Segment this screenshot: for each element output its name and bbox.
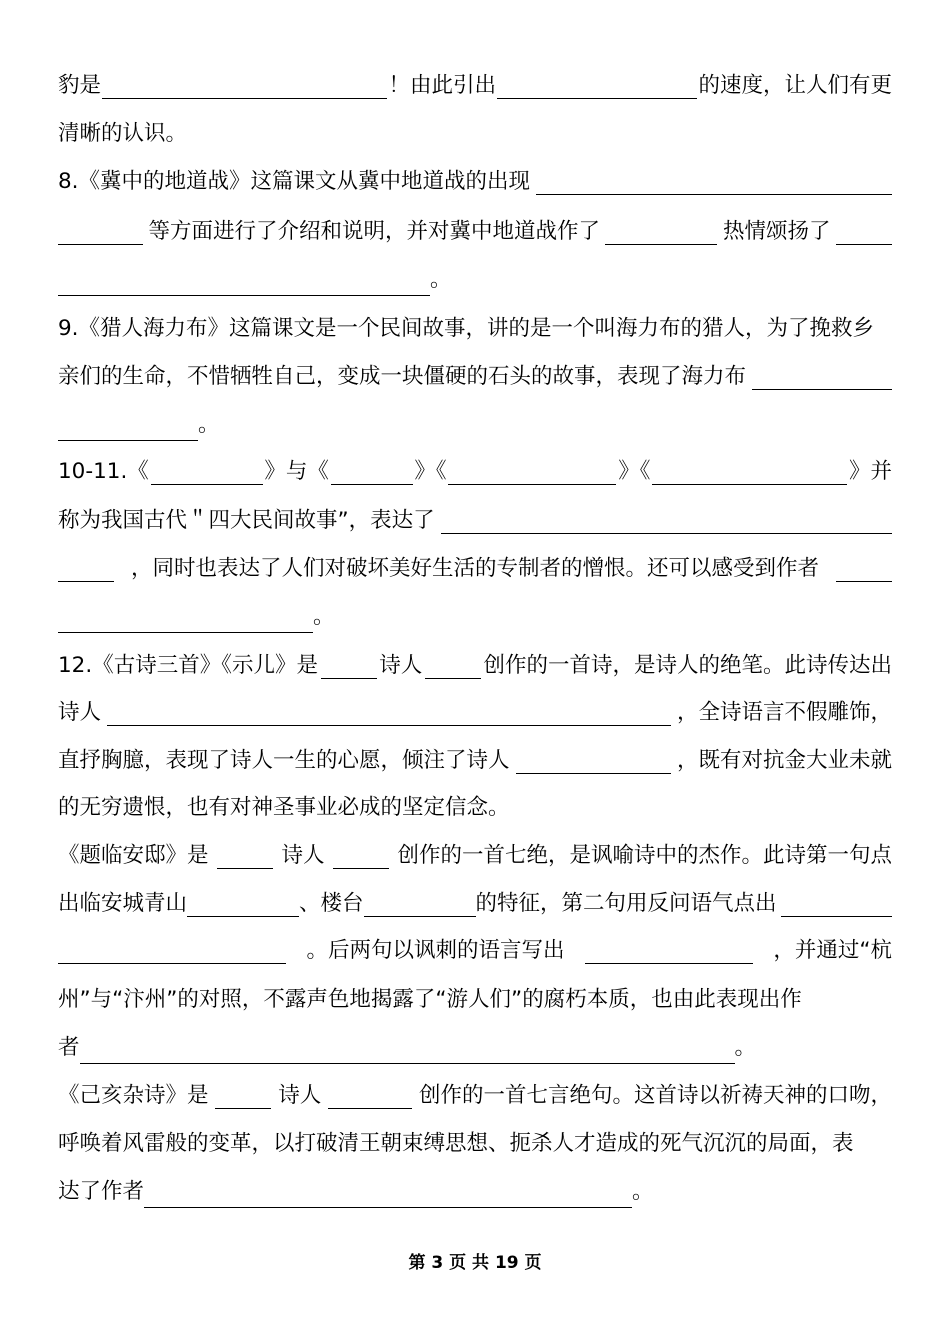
fill-blank[interactable] (752, 361, 892, 390)
fill-blank[interactable] (585, 935, 753, 964)
fill-blank[interactable] (536, 166, 892, 195)
text-segment: 、楼台 (299, 891, 364, 916)
fill-blank[interactable] (516, 745, 671, 774)
q12-line-3 (58, 745, 892, 777)
fill-blank[interactable] (497, 70, 697, 99)
text-segment: 。 (430, 267, 452, 292)
text-segment: ！由此引出 (388, 73, 496, 98)
fill-blank[interactable] (187, 888, 299, 917)
q10-line-2 (58, 505, 892, 537)
text-segment: 》与《 (264, 459, 329, 484)
fill-blank[interactable] (80, 1035, 735, 1064)
q7-line-1 (58, 70, 892, 102)
fill-blank[interactable] (58, 604, 313, 633)
text-segment: 的速度，让人们有更 (698, 73, 892, 98)
q7-line-2 (58, 118, 892, 150)
text-segment: 称为我国古代＂四大民间故事”，表达了 (58, 508, 435, 533)
fill-blank[interactable] (58, 935, 286, 964)
q8-line-3 (58, 264, 892, 296)
question-12-text: 12.《古诗三首》《示儿》是 (58, 653, 318, 678)
q10-line-3 (58, 553, 892, 585)
jh-line-1 (58, 1080, 892, 1112)
text-segment: 。 (632, 1179, 654, 1204)
fill-blank[interactable] (58, 553, 114, 582)
text-segment: ，全诗语言不假雕饰， (676, 700, 892, 725)
fill-blank[interactable] (364, 888, 476, 917)
text-segment: 诗人 (278, 1083, 322, 1108)
fill-blank[interactable] (425, 650, 481, 679)
fill-blank[interactable] (781, 888, 892, 917)
text-segment: 亲们的生命，不惜牺牲自己，变成一块僵硬的石头的故事，表现了海力布 (58, 364, 747, 389)
fill-blank[interactable] (58, 216, 143, 245)
fill-blank[interactable] (217, 840, 273, 869)
fill-blank[interactable] (58, 412, 198, 441)
tla-line-2 (58, 888, 892, 920)
q8-line-1 (58, 166, 892, 198)
poem-title-text: 《题临安邸》是 (58, 843, 209, 868)
tla-line-1 (58, 840, 892, 872)
q12-line-4 (58, 792, 892, 824)
text-segment: 呼唤着风雷般的变革，以打破清王朝束缚思想、扼杀人才造成的死气沉沉的局面，表 (58, 1131, 854, 1156)
text-segment: 创作的一首诗，是诗人的绝笔。此诗传达出 (483, 653, 892, 678)
text-segment: 创作的一首七绝，是讽喻诗中的杰作。此诗第一句点 (397, 843, 892, 868)
text-segment: 清晰的认识。 (58, 121, 188, 146)
text-segment: 热情颂扬了 (722, 219, 831, 244)
text-segment: 豹是 (58, 73, 102, 98)
text-segment: ，既有对抗金大业未就 (676, 748, 892, 773)
text-segment: ，同时也表达了人们对破坏美好生活的专制者的憎恨。还可以感受到作者 (130, 556, 819, 581)
page-number: 第 3 页 共 19 页 (408, 1253, 542, 1273)
fill-blank[interactable] (605, 216, 717, 245)
question-9-text: 9.《猎人海力布》这篇课文是一个民间故事，讲的是一个叫海力布的猎人，为了挽救乡 (58, 316, 875, 341)
q12-line-1 (58, 650, 892, 682)
question-8-text: 8.《冀中的地道战》这篇课文从冀中地道战的出现 (58, 169, 531, 194)
fill-blank[interactable] (331, 456, 413, 485)
fill-blank[interactable] (652, 456, 847, 485)
q9-line-1 (58, 313, 892, 345)
tla-line-5 (58, 1032, 892, 1064)
fill-blank[interactable] (58, 267, 430, 296)
fill-blank[interactable] (321, 650, 377, 679)
text-segment: 》并 (848, 459, 892, 484)
text-segment: ，并通过“杭 (773, 938, 892, 963)
fill-blank[interactable] (328, 1080, 412, 1109)
text-segment: 州”与“汴州”的对照，不露声色地揭露了“游人们”的腐朽本质，也由此表现出作 (58, 987, 802, 1012)
q10-line-4 (58, 601, 892, 633)
q8-line-2 (58, 216, 892, 248)
fill-blank[interactable] (836, 553, 892, 582)
text-segment: 的无穷遗恨，也有对神圣事业必成的坚定信念。 (58, 795, 510, 820)
text-segment: 。 (734, 1035, 757, 1060)
text-segment: 。 (313, 604, 335, 629)
jh-line-3 (58, 1176, 892, 1208)
text-segment: 创作的一首七言绝句。这首诗以祈祷天神的口吻， (418, 1083, 892, 1108)
text-segment: 。 (198, 412, 220, 437)
text-segment: 。后两句以讽刺的语言写出 (306, 938, 565, 963)
fill-blank[interactable] (102, 70, 387, 99)
jh-line-2 (58, 1128, 892, 1160)
text-segment: 出临安城青山 (58, 891, 188, 916)
tla-line-4 (58, 984, 892, 1016)
q9-line-2 (58, 361, 892, 393)
text-segment: 》《 (618, 459, 651, 484)
text-segment: 的特征，第二句用反问语气点出 (475, 891, 777, 916)
fill-blank[interactable] (144, 1179, 632, 1208)
fill-blank[interactable] (333, 840, 389, 869)
fill-blank[interactable] (448, 456, 616, 485)
tla-line-3 (58, 935, 892, 967)
text-segment: 者 (58, 1035, 80, 1060)
fill-blank[interactable] (836, 216, 892, 245)
fill-blank[interactable] (441, 505, 892, 534)
poem-title-text: 《己亥杂诗》是 (58, 1083, 209, 1108)
fill-blank[interactable] (107, 697, 671, 726)
text-segment: 等方面进行了介绍和说明，并对冀中地道战作了 (148, 219, 600, 244)
text-segment: 直抒胸臆，表现了诗人一生的心愿，倾注了诗人 (58, 748, 510, 773)
question-10-text: 10-11.《 (58, 459, 149, 484)
q10-line-1 (58, 456, 892, 488)
fill-blank[interactable] (151, 456, 263, 485)
text-segment: 达了作者 (58, 1179, 145, 1204)
text-segment: 诗人 (58, 700, 102, 725)
fill-blank[interactable] (215, 1080, 271, 1109)
text-segment: 诗人 (379, 653, 423, 678)
text-segment: 诗人 (281, 843, 325, 868)
text-segment: 》《 (414, 459, 447, 484)
q12-line-2 (58, 697, 892, 729)
q9-line-3 (58, 409, 892, 441)
